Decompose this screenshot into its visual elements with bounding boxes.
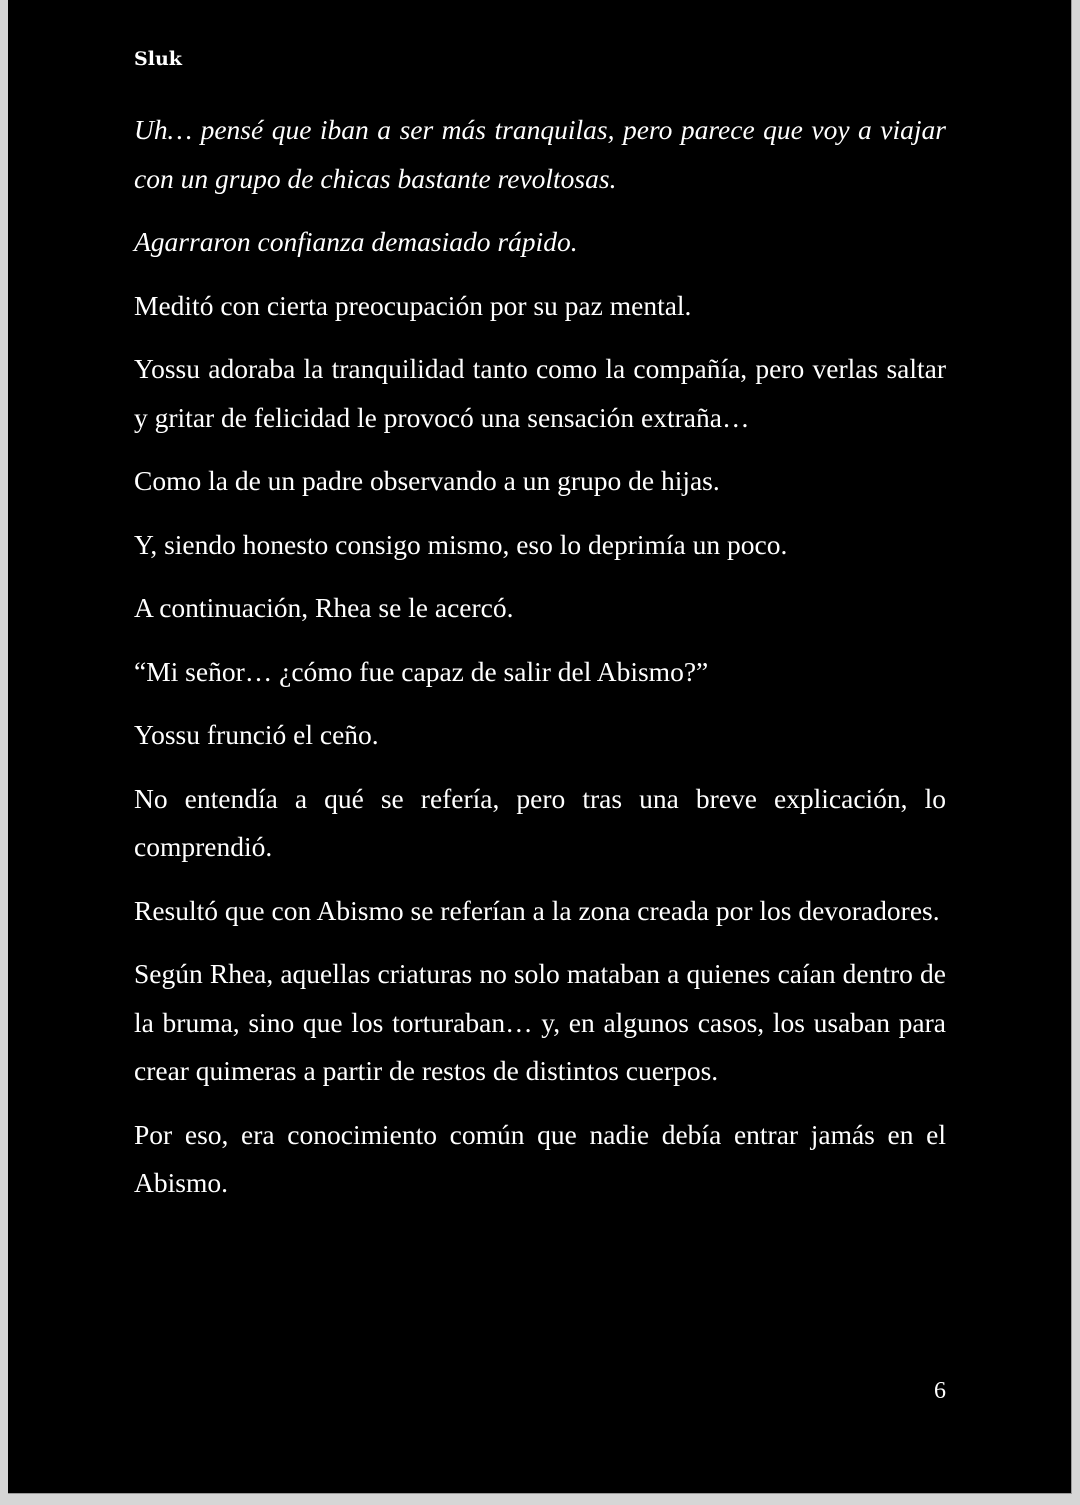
paragraph: Agarraron confianza demasiado rápido. [134, 226, 578, 257]
paragraph: No entendía a qué se refería, pero tras una breve explicación, lo comprendió. [134, 782, 946, 862]
paragraph: “Mi señor… ¿cómo fue capaz de salir del Abismo?” [134, 655, 709, 687]
paragraph: Según Rhea, aquellas criaturas no solo mataban a quienes caían dentro de la bruma, sino que los torturaban… y, en algunos casos, los usaban para crear quimeras a partir de restos de distintos cuerpos. [134, 958, 946, 1086]
paragraph: Resultó que con Abismo se referían a la zona creada por los devoradores. [134, 894, 940, 926]
running-header: Sluk [134, 48, 182, 70]
paragraph: Yossu frunció el ceño. [134, 719, 379, 750]
page-number: 6 [934, 1378, 946, 1404]
paragraph: Y, siendo honesto consigo mismo, eso lo deprimía un poco. [134, 528, 788, 560]
body-text [134, 106, 946, 1223]
document-page [8, 0, 1072, 1494]
paragraph: A continuación, Rhea se le acercó. [134, 592, 514, 623]
paragraph: Por eso, era conocimiento común que nadie debía entrar jamás en el Abismo. [134, 1118, 946, 1198]
paragraph: Meditó con cierta preocupación por su paz mental. [134, 289, 692, 321]
paragraph: Como la de un padre observando a un grupo de hijas. [134, 465, 720, 496]
paragraph: Uh… pensé que iban a ser más tranquilas, pero parece que voy a viajar con un grupo de chicas bastante revoltosas. [134, 114, 946, 194]
paragraph: Yossu adoraba la tranquilidad tanto como la compañía, pero verlas saltar y gritar de felicidad le provocó una sensación extraña… [134, 353, 946, 433]
